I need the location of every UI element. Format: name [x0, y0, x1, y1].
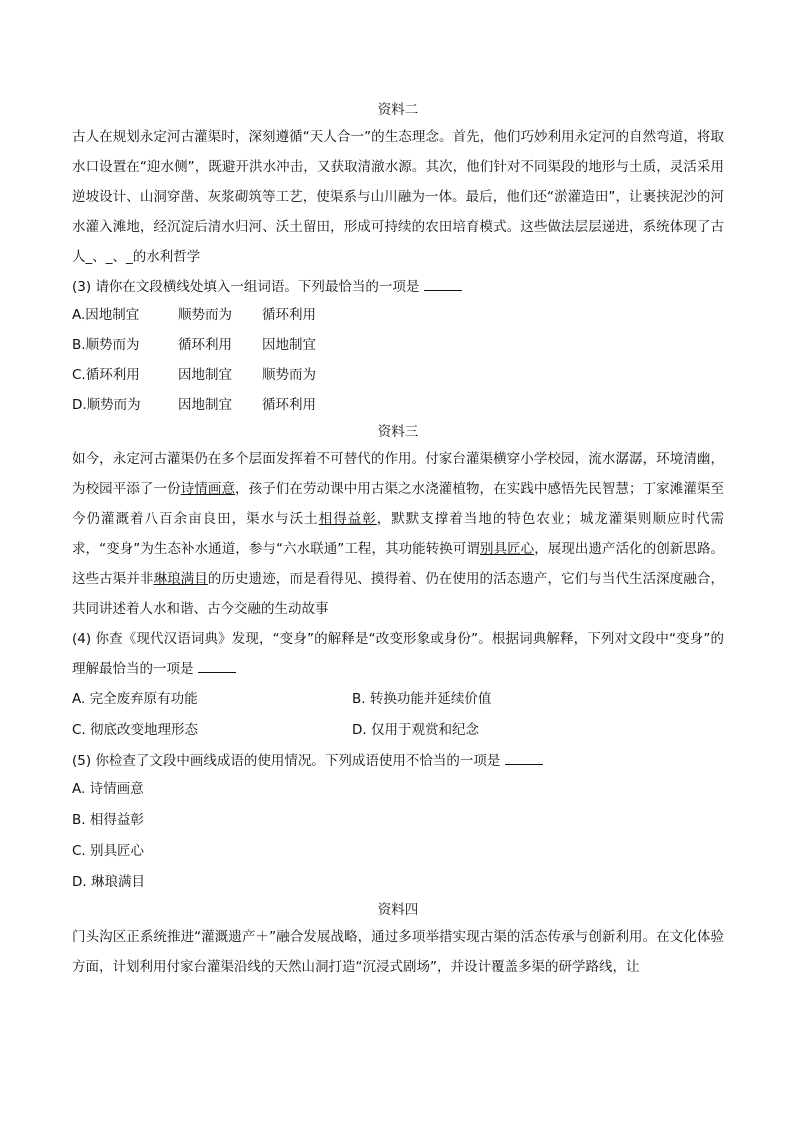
section3-heading: 资料三 [377, 424, 419, 440]
section4-paragraph: 门头沟区正系统推进“灌溉遗产＋”融合发展战略，通过多项举措实现古渠的活态传承与创新利用。在文化体验方面，计划利用付家台灌渠沿线的天然山洞打造“沉浸式剧场”，并设计覆盖多渠的研学路线，让 [72, 929, 724, 975]
section2-paragraph: 古人在规划永定河古灌渠时，深刻遵循“天人合一”的生态理念。首先，他们巧妙利用永定河的自然弯道，将取水口设置在“迎水侧”，既避开洪水冲击，又获取清澈水源。其次，他们针对不同渠段的地形与土质，灵活采用逆坡设计、山洞穿凿、灰浆砌筑等工艺，使渠系与山川融为一体。最后，他们还“淤灌造田”，让裹挟泥沙的河水灌入滩地，经沉淀后清水归河、沃土留田，形成可持续的农田培育模式。这些做法层层递进，系统体现了古人_、_、_的水利哲学 [72, 129, 724, 265]
section2-heading: 资料二 [377, 102, 419, 118]
option: B. 相得益彰 [72, 812, 144, 828]
question-5-options [72, 774, 724, 898]
underlined-idiom: 别具匠心 [479, 541, 535, 557]
option: C. 彻底改变地理形态 [72, 722, 199, 738]
question-4: (4) 你查《现代汉语词典》发现，“变身”的解释是“改变形象或身份”。根据词典解释，下列对文段中“变身”的理解最恰当的一项是 [72, 631, 724, 677]
option: D. 琳琅满目 [72, 874, 145, 890]
question-4-options [72, 684, 724, 746]
option-row: B.顺势而为 循环利用 因地制宜 [72, 337, 316, 353]
option: D. 仅用于观赏和纪念 [352, 722, 479, 738]
answer-blank [198, 660, 236, 673]
answer-blank [424, 278, 462, 291]
option-row: A.因地制宜 顺势而为 循环利用 [72, 307, 316, 323]
section3-paragraph: 如今，永定河古灌渠仍在多个层面发挥着不可替代的作用。付家台灌渠横穿小学校园，流水潺潺，环境清幽，为校园平添了一份诗情画意，孩子们在劳动课中用古渠之水浇灌植物，在实践中感悟先民智慧；丁家滩灌渠至今仍灌溉着八百余亩良田，渠水与沃土相得益彰，默默支撑着当地的特色农业；城龙灌渠则顺应时代需求，“变身”为生态补水通道，参与“六水联通”工程，其功能转换可谓别具匠心，展现出遗产活化的创新思路。这些古渠并非琳琅满目的历史遗迹，而是看得见、摸得着、仍在使用的活态遗产，它们与当代生活深度融合，共同讲述着人水和谐、古今交融的生动故事 [72, 451, 725, 617]
document-page [72, 98, 724, 982]
option: A. 完全废弃原有功能 [72, 691, 198, 707]
underlined-idiom: 相得益彰 [318, 511, 377, 527]
underlined-idiom: 诗情画意 [180, 481, 236, 497]
option-row: C.循环利用 因地制宜 顺势而为 [72, 367, 316, 383]
option: C. 别具匠心 [72, 843, 145, 859]
option: B. 转换功能并延续价值 [352, 691, 492, 707]
answer-blank [505, 752, 543, 765]
option: A. 诗情画意 [72, 781, 144, 797]
question-5: (5) 你检查了文段中画线成语的使用情况。下列成语使用不恰当的一项是 [72, 748, 724, 774]
underlined-idiom: 琳琅满目 [153, 571, 208, 587]
section4-heading: 资料四 [377, 902, 419, 918]
question-3: (3) 请你在文段横线处填入一组词语。下列最恰当的一项是 [72, 274, 724, 300]
option-row: D.顺势而为 因地制宜 循环利用 [72, 397, 316, 413]
question-3-options [72, 300, 724, 420]
